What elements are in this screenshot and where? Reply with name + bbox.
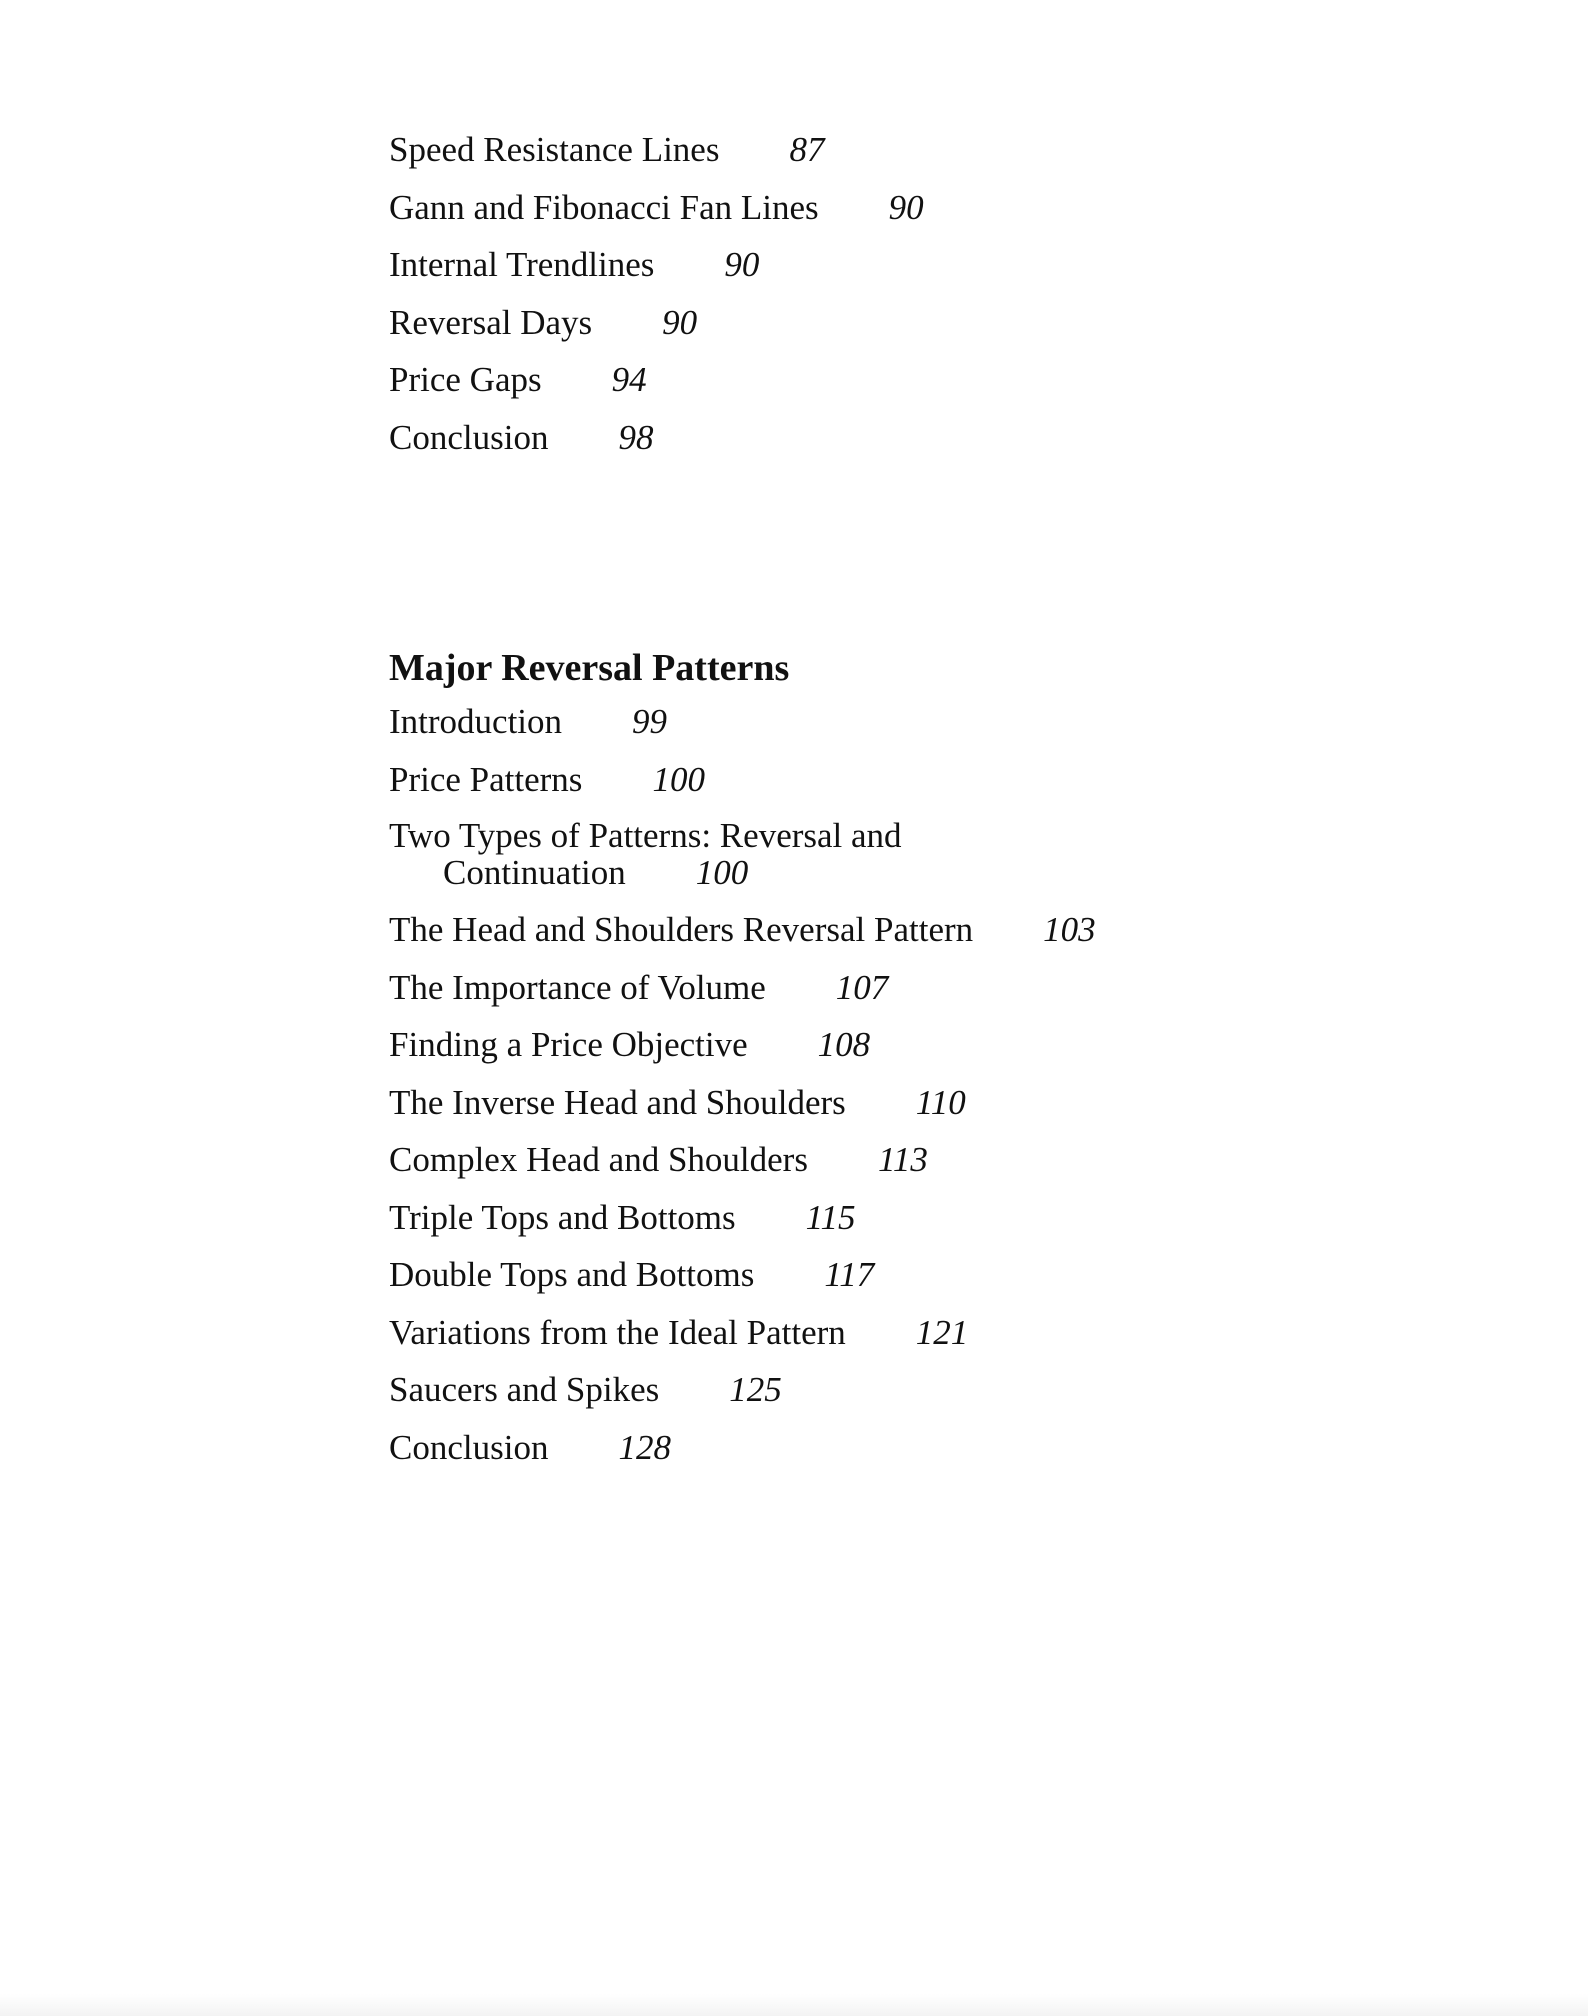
- toc-entry: [389, 1370, 1489, 1410]
- toc-entry-title: Double Tops and Bottoms: [389, 1255, 755, 1294]
- toc-entry: [389, 1083, 1489, 1123]
- toc-entry: [389, 702, 1489, 742]
- toc-section-continued: [389, 130, 1489, 475]
- toc-page-number: 90: [888, 187, 924, 227]
- toc-entry-title: Speed Resistance Lines: [389, 130, 720, 169]
- toc-page-number: 121: [915, 1312, 969, 1352]
- toc-entry: [389, 303, 1489, 343]
- toc-entry-title: Triple Tops and Bottoms: [389, 1197, 736, 1237]
- toc-entry-title: Finding a Price Objective: [389, 1025, 748, 1064]
- toc-entry-title: Introduction: [389, 702, 563, 741]
- toc-page-number: 117: [824, 1255, 875, 1294]
- toc-entry-title: Two Types of Patterns: Reversal and Continuation: [389, 816, 902, 892]
- toc-page-number: 90: [724, 245, 760, 284]
- toc-page-number: 128: [618, 1427, 671, 1467]
- toc-page-number: 100: [652, 759, 705, 799]
- toc-entry: [389, 1025, 1489, 1065]
- toc-entry-title: Complex Head and Shoulders: [389, 1140, 808, 1179]
- toc-page-number: 107: [835, 967, 889, 1007]
- toc-entry: [389, 760, 1489, 800]
- toc-entry: [389, 188, 1489, 228]
- section-heading: Major Reversal Patterns: [389, 647, 790, 689]
- toc-page-number: 115: [805, 1197, 856, 1237]
- toc-entry-title: Internal Trendlines: [389, 245, 655, 284]
- toc-entry: [389, 360, 1489, 400]
- toc-entry: [389, 1428, 1489, 1468]
- toc-entry-title: Price Gaps: [389, 360, 542, 399]
- toc-page-number: 108: [817, 1025, 871, 1064]
- toc-entry-title: The Importance of Volume: [389, 967, 766, 1007]
- toc-entry-title: Conclusion: [389, 1427, 549, 1467]
- toc-entry: [389, 245, 1489, 285]
- toc-page-number: 90: [662, 302, 698, 342]
- toc-entry-title: Price Patterns: [389, 759, 583, 799]
- toc-entry: [389, 1255, 1489, 1295]
- toc-entry: [389, 968, 1489, 1008]
- toc-page-number: 103: [1043, 910, 1096, 949]
- toc-section-major-reversal-patterns: [389, 646, 1489, 1485]
- toc-page-number: 94: [611, 360, 647, 399]
- toc-entry-title: Conclusion: [389, 417, 549, 457]
- toc-entry: [389, 817, 1003, 891]
- toc-page-number: 110: [915, 1082, 966, 1122]
- toc-page-number: 98: [618, 417, 654, 457]
- toc-entry: [389, 1198, 1489, 1238]
- toc-page-number: 100: [695, 853, 749, 892]
- toc-page-number: 125: [729, 1370, 782, 1409]
- toc-entry-title: Gann and Fibonacci Fan Lines: [389, 187, 819, 227]
- toc-entry-title: The Head and Shoulders Reversal Pattern: [389, 910, 974, 949]
- toc-entry-title: Variations from the Ideal Pattern: [389, 1312, 846, 1352]
- toc-page-number: 113: [877, 1140, 928, 1179]
- toc-page-number: 87: [789, 130, 825, 169]
- toc-entry-title: Reversal Days: [389, 302, 593, 342]
- toc-entry: [389, 130, 1489, 170]
- toc-entry: [389, 1313, 1489, 1353]
- toc-page-number: 99: [632, 702, 668, 741]
- toc-entry-title: Saucers and Spikes: [389, 1370, 660, 1409]
- toc-entry: [389, 1140, 1489, 1180]
- page-bottom-edge: [0, 1994, 1588, 2016]
- toc-entry-title: The Inverse Head and Shoulders: [389, 1082, 846, 1122]
- toc-entry: [389, 418, 1489, 458]
- toc-entry: [389, 910, 1489, 950]
